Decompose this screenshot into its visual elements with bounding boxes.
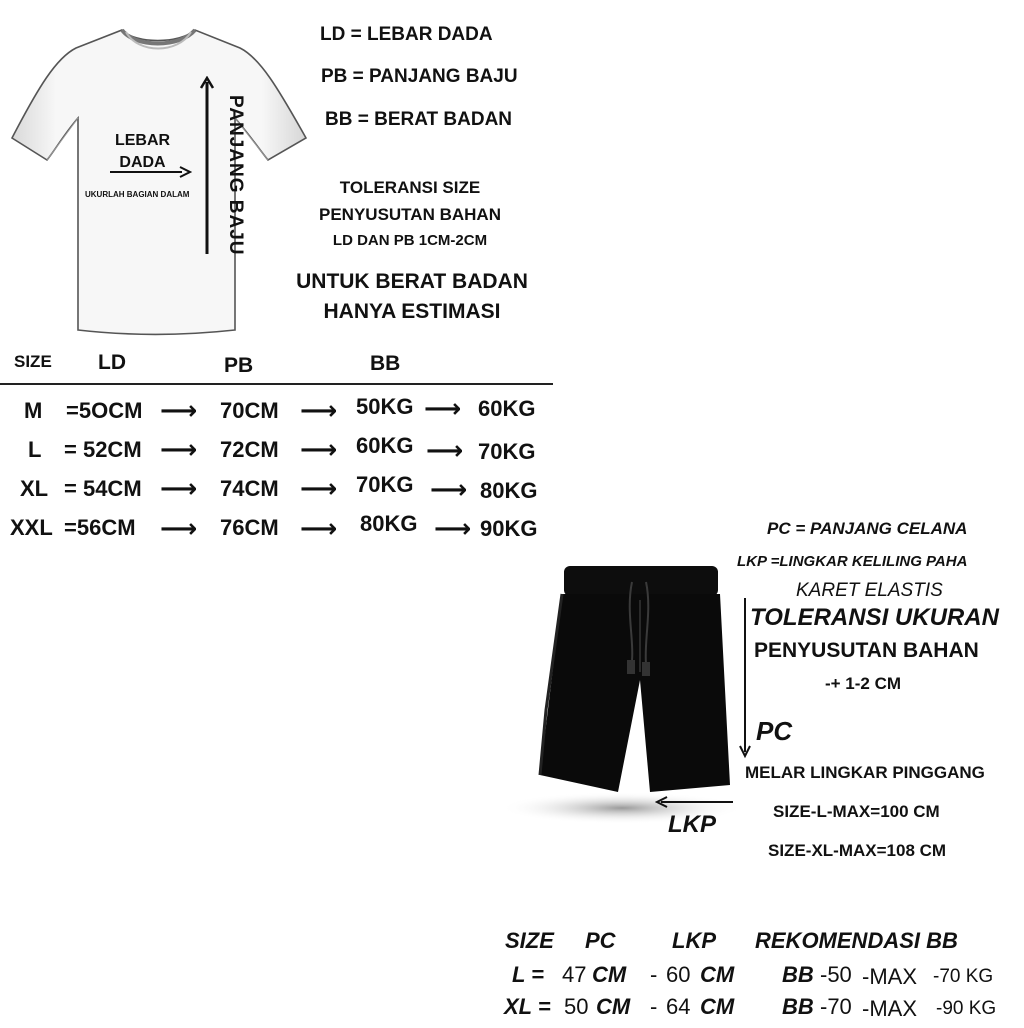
bb-max-cell: 70KG (478, 439, 536, 464)
bb-min-cell: 60KG (356, 433, 414, 458)
right-arrow-icon: ⟶ (160, 473, 198, 503)
size-cell: M (24, 398, 43, 423)
estimasi-line1: UNTUK BERAT BADAN (296, 270, 528, 293)
dash: - (650, 962, 658, 987)
pb-cell: 76CM (220, 515, 279, 540)
panjang-baju-label: PANJANG BAJU (225, 95, 246, 256)
size-xl-max: SIZE-XL-MAX=108 CM (768, 841, 947, 860)
ld-cell: = 54CM (64, 476, 142, 501)
panjang-baju-arrow-icon (198, 76, 216, 256)
bb-label: BB (782, 994, 814, 1019)
header-size: SIZE (14, 352, 52, 371)
toleransi-size: TOLERANSI SIZE (339, 178, 481, 197)
penyusutan-bahan-shorts: PENYUSUTAN BAHAN (754, 639, 979, 662)
size-cell: L (28, 437, 42, 462)
pc-cell: 47 (562, 962, 587, 987)
lkp-cell: 60 (666, 962, 691, 987)
toleransi-ukuran: TOLERANSI UKURAN (750, 604, 999, 631)
max-label: -MAX (862, 996, 917, 1021)
lkp-arrow-icon (655, 795, 735, 809)
ld-cell: =56CM (64, 515, 136, 540)
size-cell: XXL (10, 515, 53, 540)
max-label: -MAX (862, 964, 917, 989)
dash: - (650, 994, 658, 1019)
ukur-note: UKURLAH BAGIAN DALAM (85, 190, 190, 199)
bb-min-cell: 80KG (360, 511, 418, 536)
table-row (500, 994, 1020, 1028)
pc-unit: CM (592, 962, 627, 987)
pc-unit: CM (596, 994, 631, 1019)
bb-max-cell: -70 KG (933, 966, 994, 987)
estimasi-line2: HANYA ESTIMASI (323, 300, 501, 323)
legend-bb: BB = BERAT BADAN (325, 109, 513, 130)
table-row (10, 393, 550, 432)
pc-label: PC (756, 716, 793, 746)
right-arrow-icon: ⟶ (424, 393, 462, 423)
table-row (500, 962, 1020, 996)
right-arrow-icon: ⟶ (300, 395, 338, 425)
right-arrow-icon: ⟶ (430, 474, 468, 504)
table-row (10, 511, 550, 549)
right-arrow-icon: ⟶ (300, 513, 338, 543)
shorts-header-pc: PC (585, 928, 616, 953)
shorts-header-lkp: LKP (672, 928, 716, 953)
pc-cell: 50 (564, 994, 589, 1019)
size-cell: L = (512, 962, 545, 987)
bb-max-cell: -90 KG (936, 998, 997, 1019)
right-arrow-icon: ⟶ (434, 513, 472, 543)
legend-pb: PB = PANJANG BAJU (321, 66, 518, 87)
shorts-header-size: SIZE (505, 928, 554, 953)
pb-cell: 72CM (220, 437, 279, 462)
ld-pb-tolerance: LD DAN PB 1CM-2CM (332, 232, 488, 249)
size-cell: XL (20, 476, 49, 501)
table-row (10, 472, 550, 510)
right-arrow-icon: ⟶ (160, 395, 198, 425)
penyusutan-bahan: PENYUSUTAN BAHAN (319, 205, 501, 224)
right-arrow-icon: ⟶ (426, 435, 464, 465)
lkp-cell: 64 (666, 994, 691, 1019)
legend-pc: PC = PANJANG CELANA (767, 519, 968, 538)
melar-lingkar: MELAR LINGKAR PINGGANG (745, 763, 985, 782)
right-arrow-icon: ⟶ (300, 434, 338, 464)
header-pb: PB (224, 354, 254, 377)
lebar-dada-label: LEBAR DADA (114, 132, 171, 171)
table-row (10, 433, 550, 471)
bb-max-cell: 60KG (478, 396, 536, 421)
bb-max-cell: 90KG (480, 516, 538, 541)
header-bb: BB (370, 352, 401, 375)
lkp-label: LKP (668, 811, 716, 838)
lkp-unit: CM (700, 994, 735, 1019)
karet-elastis: KARET ELASTIS (796, 580, 943, 601)
right-arrow-icon: ⟶ (160, 434, 198, 464)
size-l-max: SIZE-L-MAX=100 CM (773, 802, 940, 821)
right-arrow-icon: ⟶ (160, 513, 198, 543)
shorts-illustration (500, 560, 745, 830)
lebar-dada-arrow-icon (108, 164, 192, 180)
right-arrow-icon: ⟶ (300, 473, 338, 503)
table-divider (0, 383, 553, 385)
bb-max-cell: 80KG (480, 478, 538, 503)
size-cell: XL = (504, 994, 551, 1019)
header-ld: LD (98, 351, 126, 374)
ld-cell: = 52CM (64, 437, 142, 462)
legend-ld: LD = LEBAR DADA (320, 24, 493, 45)
bb-min-cell: 50KG (356, 394, 414, 419)
lkp-unit: CM (700, 962, 735, 987)
ld-cell: =5OCM (66, 398, 143, 423)
pb-cell: 70CM (220, 398, 279, 423)
bb-min-cell: 70KG (356, 472, 414, 497)
pb-cell: 74CM (220, 476, 279, 501)
legend-lkp: LKP =LINGKAR KELILING PAHA (737, 553, 968, 570)
bb-min-cell: -70 (820, 994, 852, 1019)
bb-label: BB (782, 962, 814, 987)
bb-min-cell: -50 (820, 962, 852, 987)
shorts-header-bb: REKOMENDASI BB (755, 928, 958, 953)
tolerance-range: -+ 1-2 CM (825, 674, 902, 693)
